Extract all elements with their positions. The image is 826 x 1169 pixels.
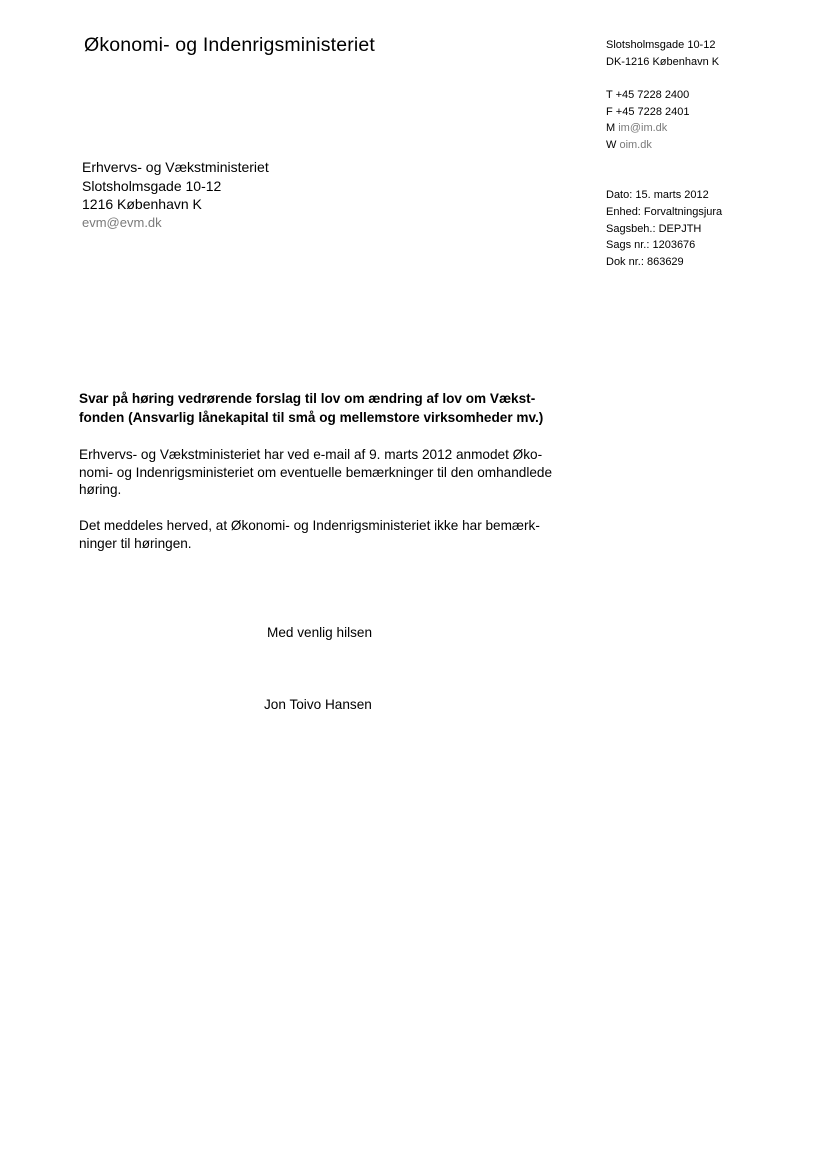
sender-web-prefix: W bbox=[606, 138, 617, 151]
case-metadata-block bbox=[606, 187, 722, 271]
signatory-name: Jon Toivo Hansen bbox=[264, 697, 372, 712]
sender-web-line bbox=[606, 137, 719, 154]
recipient-name: Erhvervs- og Vækstministeriet bbox=[82, 159, 269, 175]
subject-line-2: fonden (Ansvarlig lånekapital til små og mellemstore virksomheder mv.) bbox=[79, 409, 544, 425]
recipient-email-link[interactable]: evm@evm.dk bbox=[82, 214, 162, 230]
meta-unit: Enhed: Forvaltningsjura bbox=[606, 205, 723, 218]
paragraph-1-line-1: Erhvervs- og Vækstministeriet har ved e-mail af 9. marts 2012 anmodet Øko- bbox=[79, 447, 543, 462]
paragraph-1-line-2: nomi- og Indenrigsministeriet om eventuelle bemærkninger til den omhandlede bbox=[79, 464, 553, 480]
letter-subject bbox=[79, 390, 543, 427]
paragraph-2-line-1: Det meddeles herved, at Økonomi- og Indenrigsministeriet ikke har bemærk- bbox=[79, 518, 540, 533]
ministry-logo-text: Økonomi- og Indenrigsministeriet bbox=[84, 34, 375, 56]
meta-case-number: Sags nr.: 1203676 bbox=[606, 239, 696, 252]
sender-phone: T +45 7228 2400 bbox=[606, 89, 690, 101]
recipient-street: Slotsholmsgade 10-12 bbox=[82, 177, 222, 194]
sender-fax: F +45 7228 2401 bbox=[606, 105, 690, 118]
sender-postal: DK-1216 København K bbox=[606, 55, 720, 68]
recipient-address-block bbox=[82, 158, 269, 232]
meta-date: Dato: 15. marts 2012 bbox=[606, 189, 709, 201]
body-paragraph-2 bbox=[79, 517, 540, 552]
body-paragraph-1 bbox=[79, 446, 552, 499]
sender-mail-link[interactable]: im@im.dk bbox=[618, 122, 668, 134]
sender-mail-prefix: M bbox=[606, 122, 616, 134]
sender-web-link[interactable]: oim.dk bbox=[619, 138, 652, 151]
paragraph-1-line-3: høring. bbox=[79, 482, 122, 497]
closing-greeting: Med venlig hilsen bbox=[267, 625, 373, 640]
sender-street: Slotsholmsgade 10-12 bbox=[606, 39, 716, 51]
meta-document-number: Dok nr.: 863629 bbox=[606, 256, 684, 269]
sender-address-block bbox=[606, 37, 719, 153]
sender-mail-line bbox=[606, 120, 719, 137]
subject-line-1: Svar på høring vedrørende forslag til lov om ændring af lov om Vækst- bbox=[79, 391, 536, 406]
meta-handler: Sagsbeh.: DEPJTH bbox=[606, 222, 702, 235]
paragraph-2-line-2: ninger til høringen. bbox=[79, 535, 192, 551]
recipient-postal: 1216 København K bbox=[82, 196, 202, 212]
